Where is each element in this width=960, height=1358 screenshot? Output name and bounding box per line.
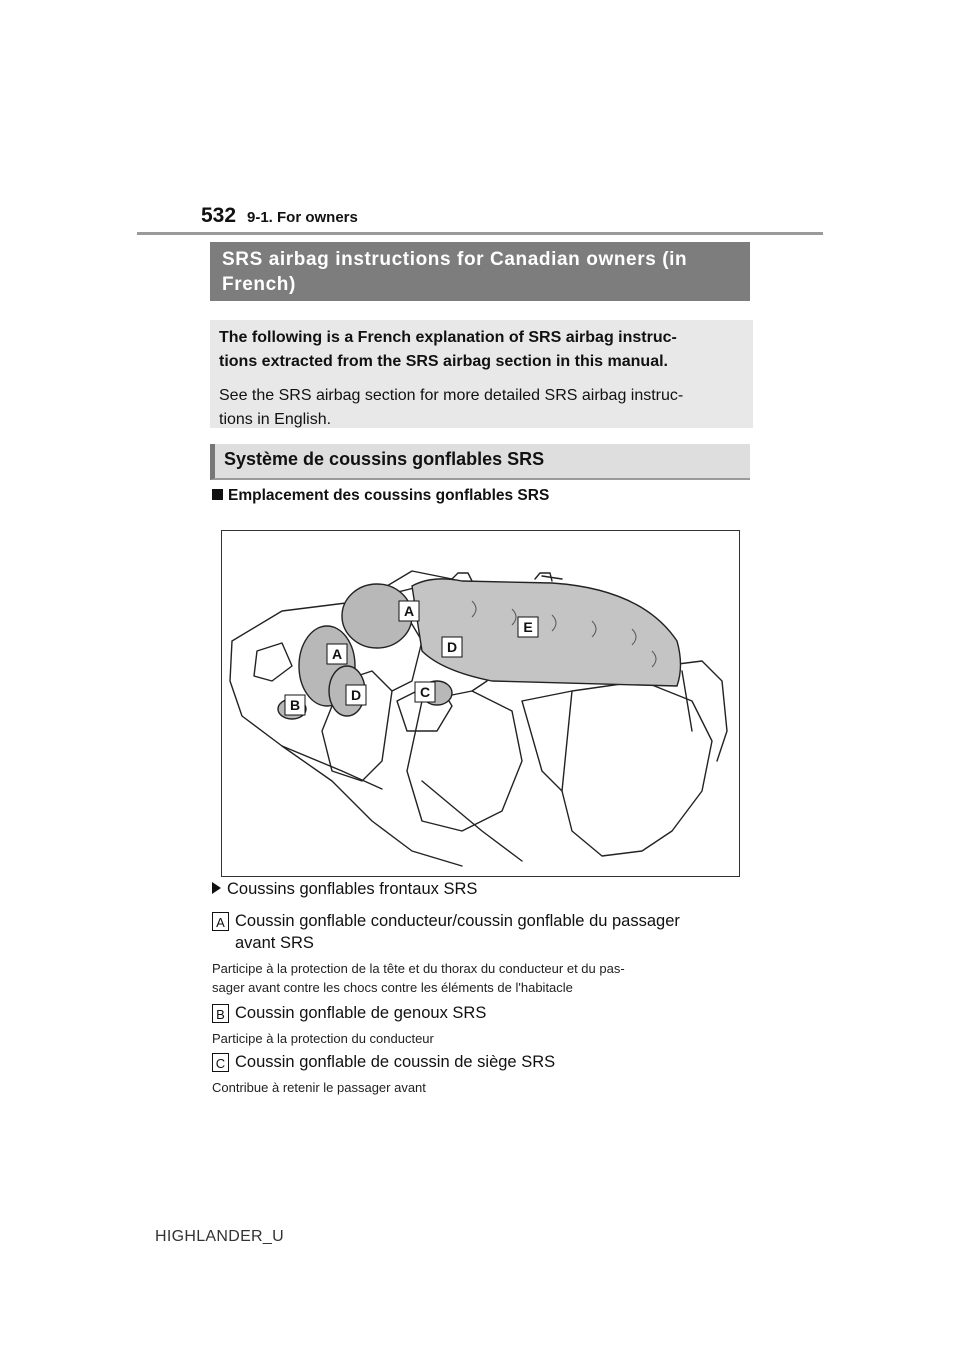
figure-label-b: B <box>289 697 301 713</box>
roof-rail-handles <box>452 573 552 581</box>
item-a-desc-line-2: sager avant contre les chocs contre les éléments de l'habitacle <box>212 980 573 995</box>
badge-a: A <box>212 912 229 931</box>
bullet-heading <box>212 487 549 505</box>
rear-seat-outline <box>562 681 712 856</box>
badge-c: C <box>212 1053 229 1072</box>
footer-model-code: HIGHLANDER_U <box>155 1228 284 1245</box>
figure-label-d-right: D <box>446 639 458 655</box>
figure-label-a-top: A <box>403 603 415 619</box>
info-box <box>210 320 753 428</box>
list-group-title <box>212 880 477 899</box>
figure-label-e: E <box>523 619 533 635</box>
figure-label-d-left: D <box>350 687 362 703</box>
triangle-bullet-icon <box>212 882 221 894</box>
section-subheading: Système de coussins gonflables SRS <box>210 444 750 480</box>
list-group-title-text: Coussins gonflables frontaux SRS <box>227 880 478 898</box>
item-a-desc-line-1: Participe à la protection de la tête et du thorax du conducteur et du pas- <box>212 961 625 976</box>
info-para-2-line-1: See the SRS airbag section for more detailed SRS airbag instruc- <box>219 387 684 404</box>
item-b-description: Participe à la protection du conducteur <box>212 1031 434 1046</box>
item-c-label: Coussin gonflable de coussin de siège SRS <box>235 1053 556 1071</box>
bullet-heading-text: Emplacement des coussins gonflables SRS <box>228 487 550 504</box>
item-b-label: Coussin gonflable de genoux SRS <box>235 1004 487 1022</box>
item-a-label <box>235 910 680 954</box>
page-title-line-2: French) <box>222 274 296 295</box>
page-title <box>210 242 750 301</box>
vehicle-interior-illustration <box>222 531 739 876</box>
front-seat-right <box>407 691 522 831</box>
item-a-description <box>212 959 625 997</box>
header-rule <box>137 232 823 235</box>
square-bullet-icon <box>212 489 223 500</box>
info-para-1-line-1: The following is a French explanation of SRS airbag instruc- <box>219 329 677 346</box>
figure-label-c: C <box>419 684 431 700</box>
page-title-line-1: SRS airbag instructions for Canadian owners (in <box>222 249 688 270</box>
info-para-2-line-2: tions in English. <box>219 411 332 428</box>
badge-b: B <box>212 1004 229 1023</box>
info-para-1-line-2: tions extracted from the SRS airbag section in this manual. <box>219 353 668 370</box>
curtain-airbag <box>412 579 681 686</box>
floor-outline <box>282 746 522 866</box>
steering-area <box>254 643 292 681</box>
page-number: 532 <box>201 204 237 227</box>
airbag-location-figure <box>221 530 740 877</box>
item-a-label-line-2: avant SRS <box>235 934 314 952</box>
section-reference: 9-1. For owners <box>247 209 358 226</box>
item-c-description: Contribue à retenir le passager avant <box>212 1080 426 1095</box>
rear-floor <box>522 691 572 791</box>
figure-label-a-left: A <box>331 646 343 662</box>
item-a-label-line-1: Coussin gonflable conducteur/coussin gonflable du passager <box>235 912 680 930</box>
